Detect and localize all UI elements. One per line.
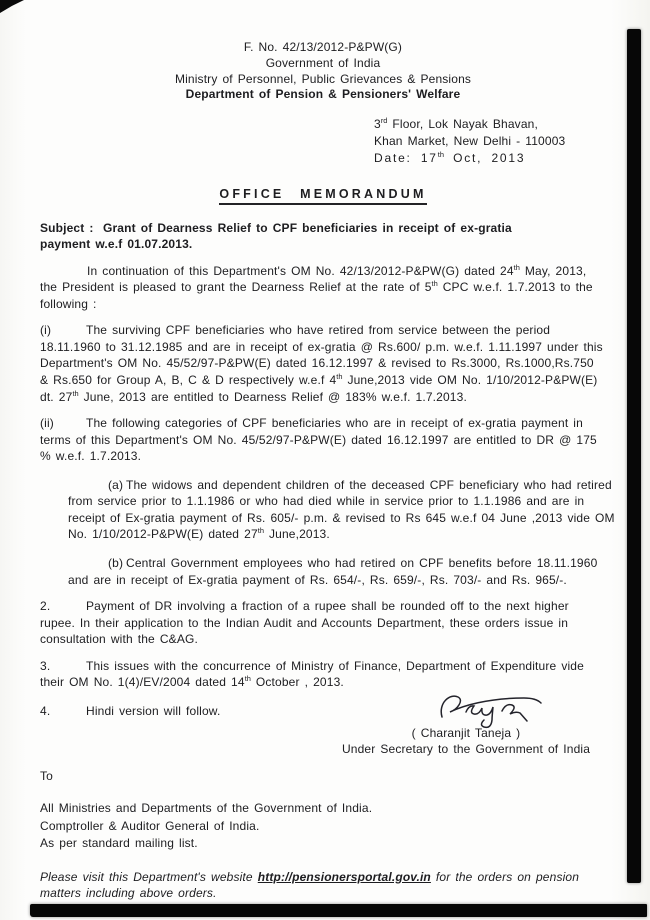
scan-artifact-bottom-bar [30,904,647,917]
address-line-2: Khan Market, New Delhi - 110003 [374,134,566,149]
paragraph-label: 2. [40,599,51,614]
superscript: th [244,674,251,684]
closing-row [40,703,606,758]
distribution-item: As per standard mailing list. [40,836,198,851]
paragraph: 3. This issues with the concurrence of Ministry of Finance, Department of Expenditure vide their OM No. 1(4)/EV/2004 dated 14th October , 2013. [40,658,584,690]
paragraph: In continuation of this Department's OM No. 42/13/2012-P&PW(G) dated 24th May, 2013, the President is pleased to grant the Dearness Relief at the rate of 5th CPC w.e.f. 1.7.2013 to the following : [40,262,593,311]
closing-paragraph [40,703,220,720]
superscript: th [431,279,438,289]
memo-title: OFFICE MEMORANDUM [219,187,426,205]
subject-label: Subject : [40,220,94,235]
address-block [374,116,606,167]
paragraph-label: (i) [40,323,52,338]
footer-note: Please visit this Department's website http://pensionersportal.gov.in for the orders on pension matters including above orders. [40,869,580,901]
superscript: rd [380,116,388,126]
paragraph-label: (b) [108,555,124,570]
document-paragraphs [40,262,615,691]
paragraph-label: (a) [108,477,124,492]
to-label: To [40,768,53,783]
file-number: F. No. 42/13/2012-P&PW(G) [243,40,403,54]
letterhead [40,40,606,103]
paragraph-label: 4. [40,703,51,718]
paragraph-label: (ii) [40,416,54,431]
paragraph-label: 3. [40,658,51,673]
ministry-line: Ministry of Personnel, Public Grievances & Pensions [174,71,472,86]
distribution-item: All Ministries and Departments of the Government of India. [40,801,373,816]
address-line-1: 3rd Floor, Lok Nayak Bhavan, [374,116,538,132]
department-line: Department of Pension & Pensioners' Welfare [185,87,461,102]
signature-scribble [428,687,548,729]
scan-artifact-right-bar [627,29,641,883]
government-line: Government of India [265,55,381,70]
signature-designation: Under Secretary to the Government of India [341,742,591,757]
paragraph: (i) The surviving CPF beneficiaries who have retired from service between the period 18.11.1960 to 31.12.1985 and are in receipt of ex-gratia @ Rs.600/ p.m. w.e.f. 1.11.1997 under this Department's OM No. 45/52/97-P&PW(E) dated 16.12.1997 & revised to Rs.3000, Rs.1000,Rs.750 & Rs.650 for Group A, B, C & D respectively w.e.f 4th June,2013 vide OM No. 1/10/2012-P&PW(E) dt. 27th June, 2013 are entitled to Dearness Relief @ 183% w.e.f. 1.7.2013. [40,323,603,404]
paragraph: (a) The widows and dependent children of the deceased CPF beneficiary who had retired from service prior to 1.1.1986 or who had died while in service prior to 1.1.1986 and are in receipt of Ex-gratia payment of Rs. 605/- p.m. & revised to Rs 645 w.e.f 04 June ,2013 vide OM No. 1/10/2012-P&PW(E) dated 27th June,2013. [68,477,615,542]
paragraph: (ii) The following categories of CPF beneficiaries who are in receipt of ex-gratia payment in terms of this Department's OM No. 45/52/97-P&PW(E) dated 16.12.1997 are entitled to DR @ 175 % w.e.f. 1.7.2013. [40,416,597,464]
signature-block [326,687,606,758]
paragraph: 2. Payment of DR involving a fraction of a rupee shall be rounded off to the next higher rupee. In their application to the Indian Audit and Accounts Department, these orders issue in consultation with the C&AG. [40,599,569,647]
distribution-item: Comptroller & Auditor General of India. [40,818,260,833]
subject-text: Grant of Dearness Relief to CPF beneficiaries in receipt of ex-gratia payment w.e.f 01.07.2013. [40,220,512,252]
closing-text: Hindi version will follow. [86,703,221,718]
superscript: th [336,372,343,382]
paragraph: (b) Central Government employees who had retired on CPF benefits before 18.11.1960 and are in receipt of Ex-gratia payment of Rs. 654/-, Rs. 659/-, Rs. 703/- and Rs. 965/-. [68,555,598,587]
website-url: http://pensionersportal.gov.in [257,869,431,884]
subject-line [40,220,560,253]
signature-name: ( Charanjit Taneja ) [411,725,521,740]
distribution-list [40,800,606,852]
superscript: th [513,262,520,272]
memo-title-row [40,186,606,203]
date-line: Date: 17th Oct, 2013 [374,150,526,166]
superscript: th [437,150,444,160]
superscript: th [257,526,264,536]
superscript: th [72,388,79,398]
